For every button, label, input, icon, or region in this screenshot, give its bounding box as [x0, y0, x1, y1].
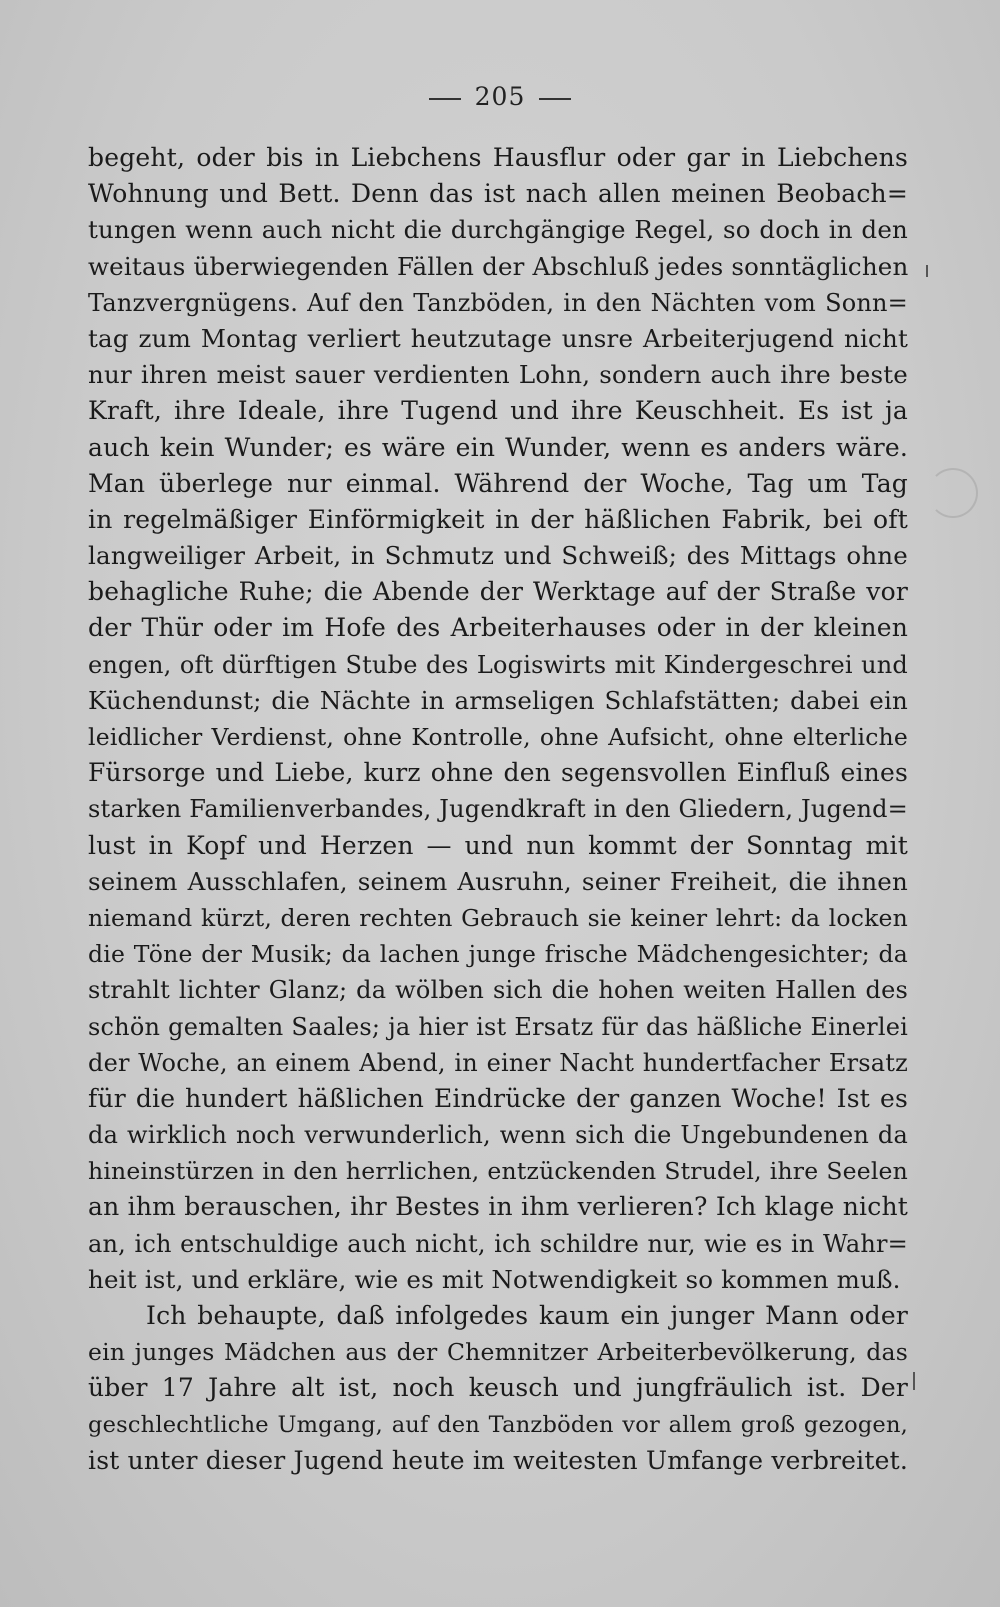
text-line: über 17 Jahre alt ist, noch keusch und jungfräulich ist. Der	[88, 1373, 908, 1403]
text-line: auch kein Wunder; es wäre ein Wunder, wenn es anders wäre.	[88, 432, 908, 462]
text-line: engen, oft dürftigen Stube des Logiswirts mit Kindergeschrei und	[88, 650, 908, 679]
text-line: für die hundert häßlichen Eindrücke der ganzen Woche! Ist es	[88, 1083, 908, 1113]
text-line: begeht, oder bis in Liebchens Hausflur oder gar in Liebchens	[88, 143, 908, 172]
margin-mark	[913, 1372, 915, 1390]
text-line: leidlicher Verdienst, ohne Kontrolle, ohne Aufsicht, ohne elterliche	[88, 723, 908, 751]
text-line: Fürsorge und Liebe, kurz ohne den segensvollen Einfluß eines	[88, 758, 908, 788]
text-line: geschlechtliche Umgang, auf den Tanzböden vor allem groß gezogen,	[88, 1411, 908, 1438]
text-line: weitaus überwiegenden Fällen der Abschluß jedes sonntäglichen	[88, 251, 909, 281]
text-line: der Thür oder im Hofe des Arbeiterhauses oder in der kleinen	[88, 613, 908, 643]
text-line: strahlt lichter Glanz; da wölben sich die hohen weiten Hallen des	[88, 976, 908, 1005]
text-line: an ihm berauschen, ihr Bestes in ihm verlieren? Ich klage nicht	[88, 1192, 908, 1222]
paper-stain-ring	[928, 468, 978, 518]
margin-mark	[926, 265, 928, 277]
text-line: Tanzvergnügens. Auf den Tanzböden, in den Nächten vom Sonn=	[88, 288, 908, 317]
text-line: langweiliger Arbeit, in Schmutz und Schweiß; des Mittags ohne	[88, 541, 908, 571]
text-line: starken Familienverbandes, Jugendkraft in den Gliedern, Jugend=	[88, 795, 908, 824]
text-line: Wohnung und Bett. Denn das ist nach allen meinen Beobach=	[88, 179, 908, 209]
text-line: die Töne der Musik; da lachen junge frische Mädchengesichter; da	[88, 940, 908, 969]
text-line: behagliche Ruhe; die Abende der Werktage auf der Straße vor	[88, 577, 908, 607]
text-line: an, ich entschuldige auch nicht, ich schildre nur, wie es in Wahr=	[88, 1229, 908, 1258]
page-number: 205	[474, 82, 526, 111]
page-header	[0, 82, 1000, 111]
text-line: Man überlege nur einmal. Während der Woche, Tag um Tag	[88, 468, 908, 498]
header-dash-right	[539, 98, 571, 100]
text-line: seinem Ausschlafen, seinem Ausruhn, seiner Freiheit, die ihnen	[88, 866, 908, 896]
text-line: ist unter dieser Jugend heute im weitesten Umfange verbreitet.	[88, 1445, 908, 1475]
text-line: der Woche, an einem Abend, in einer Nacht hundertfacher Ersatz	[88, 1048, 908, 1077]
text-line: ein junges Mädchen aus der Chemnitzer Arbeiterbevölkerung, das	[88, 1338, 908, 1367]
text-line: Kraft, ihre Ideale, ihre Tugend und ihre Keuschheit. Es ist ja	[88, 396, 908, 426]
text-line: heit ist, und erkläre, wie es mit Notwendigkeit so kommen muß.	[88, 1264, 901, 1294]
text-line: da wirklich noch verwunderlich, wenn sich die Ungebundenen da	[88, 1121, 908, 1150]
text-line: lust in Kopf und Herzen — und nun kommt der Sonntag mit	[88, 830, 908, 860]
text-line: Küchendunst; die Nächte in armseligen Schlafstätten; dabei ein	[88, 685, 908, 715]
text-line: niemand kürzt, deren rechten Gebrauch sie keiner lehrt: da locken	[88, 903, 908, 932]
text-line: schön gemalten Saales; ja hier ist Ersatz für das häßliche Einerlei	[88, 1012, 908, 1041]
text-line: tungen wenn auch nicht die durchgängige Regel, so doch in den	[88, 215, 908, 245]
header-dash-left	[429, 98, 461, 100]
body-text	[88, 140, 908, 1479]
text-line: in regelmäßiger Einförmigkeit in der häßlichen Fabrik, bei oft	[88, 504, 908, 534]
text-line: tag zum Montag verliert heutzutage unsre Arbeiterjugend nicht	[88, 323, 908, 353]
text-line: nur ihren meist sauer verdienten Lohn, sondern auch ihre beste	[88, 360, 908, 390]
paragraph-start-line: Ich behaupte, daß infolgedes kaum ein junger Mann oder	[146, 1301, 908, 1330]
text-line: hineinstürzen in den herrlichen, entzückenden Strudel, ihre Seelen	[88, 1157, 908, 1186]
